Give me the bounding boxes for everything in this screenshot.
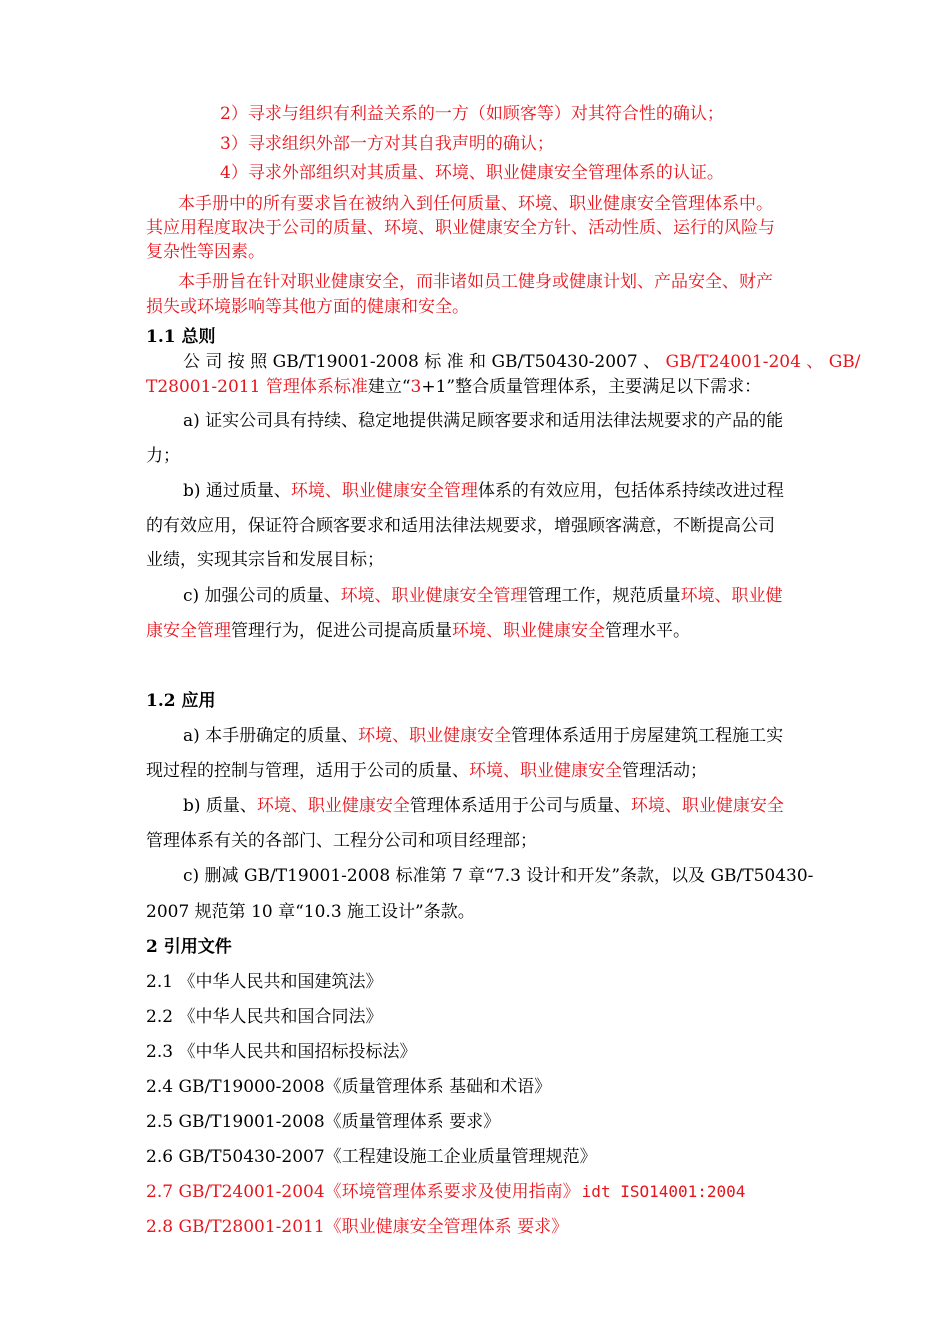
reference-item: 2.2 《中华人民共和国合同法》 (146, 1007, 383, 1027)
section-heading: 1.2 应用 (146, 691, 216, 711)
reference-item: 2.8 GB/T28001-2011《职业健康安全管理体系 要求》 (146, 1217, 569, 1237)
paragraph-line: c) 删减 GB/T19001-2008 标准第 7 章“7.3 设计和开发”条款，以及 GB/T50430- (183, 866, 814, 886)
reference-item: 2.5 GB/T19001-2008《质量管理体系 要求》 (146, 1112, 501, 1132)
paragraph-line: 本手册旨在针对职业健康安全，而非诸如员工健身或健康计划、产品安全、财产 (178, 272, 773, 292)
paragraph-line: 康安全管理管理行为，促进公司提高质量环境、职业健康安全管理水平。 (146, 621, 690, 641)
paragraph-line: 现过程的控制与管理，适用于公司的质量、环境、职业健康安全管理活动； (146, 761, 707, 781)
paragraph-line: 的有效应用，保证符合顾客要求和适用法律法规要求，增强顾客满意，不断提高公司 (146, 516, 775, 536)
paragraph-line: c) 加强公司的质量、环境、职业健康安全管理管理工作，规范质量环境、职业健 (183, 586, 783, 606)
list-item: 3）寻求组织外部一方对其自我声明的确认； (220, 134, 554, 154)
paragraph-line: 本手册中的所有要求旨在被纳入到任何质量、环境、职业健康安全管理体系中。 (178, 194, 773, 214)
reference-item: 2.6 GB/T50430-2007《工程建设施工企业质量管理规范》 (146, 1147, 597, 1167)
paragraph-line: a) 本手册确定的质量、环境、职业健康安全管理体系适用于房屋建筑工程施工实 (183, 726, 784, 746)
paragraph-line: 损失或环境影响等其他方面的健康和安全。 (146, 297, 469, 317)
paragraph-line: a) 证实公司具有持续、稳定地提供满足顾客要求和适用法律法规要求的产品的能 (183, 411, 784, 431)
paragraph-line: b) 质量、环境、职业健康安全管理体系适用于公司与质量、环境、职业健康安全 (183, 796, 784, 816)
paragraph-line: 业绩，实现其宗旨和发展目标； (146, 550, 384, 570)
reference-item: 2.1 《中华人民共和国建筑法》 (146, 972, 383, 992)
paragraph-line: 力； (146, 446, 180, 466)
paragraph-line: 管理体系有关的各部门、工程分公司和项目经理部； (146, 831, 537, 851)
paragraph-line: T28001-2011 管理体系标准建立“3+1”整合质量管理体系，主要满足以下需求： (146, 377, 762, 397)
paragraph-line: 复杂性等因素。 (146, 242, 265, 262)
paragraph-line: b) 通过质量、环境、职业健康安全管理体系的有效应用，包括体系持续改进过程 (183, 481, 784, 501)
reference-item: 2.3 《中华人民共和国招标投标法》 (146, 1042, 417, 1062)
paragraph-line: 其应用程度取决于公司的质量、环境、职业健康安全方针、活动性质、运行的风险与 (146, 218, 775, 238)
paragraph-line: 2007 规范第 10 章“10.3 施工设计”条款。 (146, 902, 475, 922)
section-heading: 2 引用文件 (146, 937, 232, 957)
list-item: 2）寻求与组织有利益关系的一方（如顾客等）对其符合性的确认； (220, 104, 724, 124)
reference-item: 2.7 GB/T24001-2004《环境管理体系要求及使用指南》 idt ISO14001:2004 (146, 1182, 746, 1202)
section-heading: 1.1 总则 (146, 327, 216, 347)
reference-item: 2.4 GB/T19000-2008《质量管理体系 基础和术语》 (146, 1077, 552, 1097)
paragraph-line: 公 司 按 照 GB/T19001-2008 标 准 和 GB/T50430-2007 、 GB/T24001-204 、 GB/ (183, 352, 861, 372)
list-item: 4）寻求外部组织对其质量、环境、职业健康安全管理体系的认证。 (220, 163, 724, 183)
